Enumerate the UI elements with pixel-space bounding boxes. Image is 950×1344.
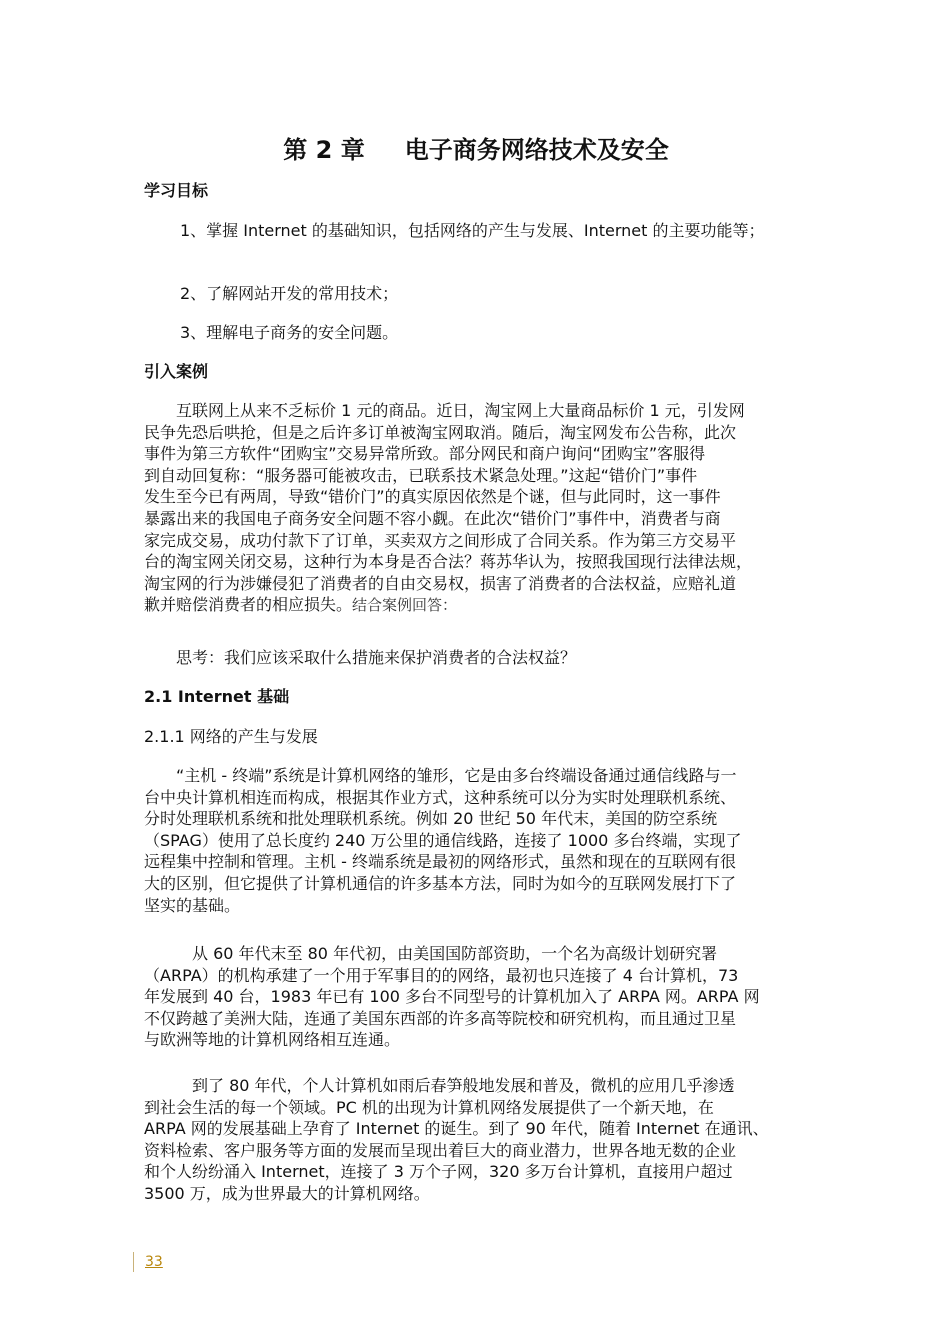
page-number: 33 xyxy=(133,1252,163,1272)
paragraph-line: “主机 - 终端”系统是计算机网络的雏形，它是由多台终端设备通过通信线路与一 xyxy=(144,766,737,785)
paragraph-line: ARPA 网的发展基础上孕育了 Internet 的诞生。到了 90 年代，随着 Internet 在通讯、 xyxy=(144,1119,769,1139)
case-line-text: 歉并赔偿消费者的相应损失。 xyxy=(144,595,353,615)
case-line: 发生至今已有两周，导致“错价门”的真实原因依然是个谜，但与此同时，这一事件 xyxy=(144,487,721,507)
case-line: 家完成交易，成功付款下了订单，买卖双方之间形成了合同关系。作为第三方交易平 xyxy=(144,530,737,550)
case-line: 到自动回复称：“服务器可能被攻击，已联系技术紧急处理。”这起“错价门”事件 xyxy=(144,465,698,485)
paragraph-line: （SPAG）使用了总长度约 240 万公里的通信线路，连接了 1000 多台终端，实现了 xyxy=(144,830,742,850)
paragraph-line: 大的区别，但它提供了计算机通信的许多基本方法，同时为如今的互联网发展打下了 xyxy=(144,873,737,893)
objective-item-3: 3、理解电子商务的安全问题。 xyxy=(180,323,399,342)
paragraph-line: 远程集中控制和管理。主机 - 终端系统是最初的网络形式，虽然和现在的互联网有很 xyxy=(144,852,736,872)
case-heading: 引入案例 xyxy=(144,362,209,381)
paragraph-line: 与欧洲等地的计算机网络相互连通。 xyxy=(144,1030,401,1050)
case-paragraph xyxy=(144,400,808,616)
subsection-heading: 2.1.1 网络的产生与发展 xyxy=(144,727,318,746)
section-paragraph-1 xyxy=(144,765,808,916)
case-line: 事件为第三方软件“团购宝”交易异常所致。部分网民和商户询问“团购宝”客服得 xyxy=(144,444,706,464)
paragraph-line: 坚实的基础。 xyxy=(144,895,241,915)
case-line-last xyxy=(144,594,808,616)
objective-item-1: 1、掌握 Internet 的基础知识，包括网络的产生与发展、Internet 的主要功能等； xyxy=(180,221,765,240)
chapter-name: 电子商务网络技术及安全 xyxy=(404,136,669,164)
case-line: 台的淘宝网关闭交易，这种行为本身是否合法？蒋苏华认为，按照我国现行法律法规， xyxy=(144,552,753,572)
paragraph-line: 年发展到 40 台，1983 年已有 100 多台不同型号的计算机加入了 ARPA 网。ARPA 网 xyxy=(144,987,760,1007)
chapter-number: 第 2 章 xyxy=(283,136,365,164)
case-line: 暴露出来的我国电子商务安全问题不容小觑。在此次“错价门”事件中，消费者与商 xyxy=(144,508,721,528)
section-heading: 2.1 Internet 基础 xyxy=(144,687,290,706)
section-paragraph-2 xyxy=(144,943,808,1051)
case-line: 民争先恐后哄抢，但是之后许多订单被淘宝网取消。随后，淘宝网发布公告称，此次 xyxy=(144,422,737,442)
paragraph-line: 到了 80 年代，个人计算机如雨后春笋般地发展和普及，微机的应用几乎渗透 xyxy=(144,1076,735,1095)
case-line: 淘宝网的行为涉嫌侵犯了消费者的自由交易权，损害了消费者的合法权益，应赔礼道 xyxy=(144,573,737,593)
objective-item-2: 2、了解网站开发的常用技术； xyxy=(180,284,399,303)
paragraph-line: 和个人纷纷涌入 Internet，连接了 3 万个子网，320 多万台计算机，直接用户超过 xyxy=(144,1162,733,1182)
case-answer-prompt: 结合案例回答： xyxy=(352,596,458,615)
paragraph-line: 分时处理联机系统和批处理联机系统。例如 20 世纪 50 年代末，美国的防空系统 xyxy=(144,809,718,829)
paragraph-line: 3500 万，成为世界最大的计算机网络。 xyxy=(144,1183,430,1203)
case-question: 思考：我们应该采取什么措施来保护消费者的合法权益？ xyxy=(144,648,577,667)
chapter-title xyxy=(144,134,808,166)
paragraph-line: 到社会生活的每一个领域。PC 机的出现为计算机网络发展提供了一个新天地，在 xyxy=(144,1097,714,1117)
paragraph-line: 从 60 年代末至 80 年代初，由美国国防部资助，一个名为高级计划研究署 xyxy=(144,944,718,963)
case-line: 互联网上从来不乏标价 1 元的商品。近日，淘宝网上大量商品标价 1 元，引发网 xyxy=(144,401,745,420)
objectives-heading: 学习目标 xyxy=(144,181,209,200)
paragraph-line: 不仅跨越了美洲大陆，连通了美国东西部的许多高等院校和研究机构，而且通过卫星 xyxy=(144,1008,737,1028)
paragraph-line: 台中央计算机相连而构成，根据其作业方式，这种系统可以分为实时处理联机系统、 xyxy=(144,787,737,807)
paragraph-line: 资料检索、客户服务等方面的发展而呈现出着巨大的商业潜力，世界各地无数的企业 xyxy=(144,1140,737,1160)
paragraph-line: （ARPA）的机构承建了一个用于军事目的的网络，最初也只连接了 4 台计算机，73 xyxy=(144,965,739,985)
section-paragraph-3 xyxy=(144,1075,808,1205)
